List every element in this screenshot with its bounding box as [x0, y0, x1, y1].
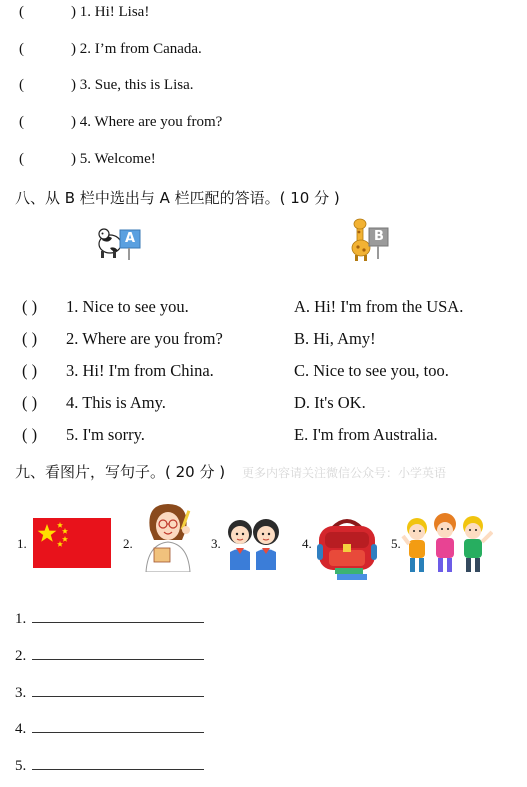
open-paren: (	[19, 151, 24, 167]
match-answer: C. Nice to see you, too.	[294, 361, 449, 380]
picture-number: 1.	[17, 536, 27, 551]
writing-line[interactable]	[15, 718, 204, 738]
writing-line[interactable]	[15, 645, 204, 665]
line-number: 1.	[15, 611, 27, 627]
open-paren: (	[19, 114, 24, 130]
cow-board-a-icon	[96, 222, 146, 262]
board-label: A	[125, 231, 136, 246]
answer-paren: ( )	[22, 361, 38, 380]
picture-number: 4.	[302, 536, 312, 551]
blank-line[interactable]	[32, 755, 204, 770]
question-row	[19, 77, 194, 94]
match-answer: A. Hi! I'm from the USA.	[294, 297, 464, 316]
close-paren: )	[71, 77, 76, 93]
three-children-image	[401, 508, 493, 583]
two-children-image	[222, 514, 286, 577]
answer-paren: ( )	[22, 393, 38, 412]
close-paren: )	[71, 41, 76, 57]
question-text: 3. Sue, this is Lisa.	[79, 77, 194, 93]
question-row	[19, 41, 202, 58]
match-question	[22, 297, 189, 317]
line-number: 3.	[15, 685, 27, 701]
question-text: 1. Hi! Lisa!	[79, 4, 150, 20]
question-text: 5. I'm sorry.	[66, 425, 145, 444]
match-answer: E. I'm from Australia.	[294, 425, 438, 444]
question-text: 4. This is Amy.	[66, 393, 166, 412]
blank-line[interactable]	[32, 608, 204, 623]
answer-paren: ( )	[22, 297, 38, 316]
china-flag-image	[33, 518, 111, 573]
line-number: 4.	[15, 721, 27, 737]
match-question	[22, 329, 223, 349]
match-question	[22, 361, 214, 381]
picture-number: 5.	[391, 536, 401, 551]
picture-number: 3.	[211, 536, 221, 551]
schoolbag-image	[313, 514, 383, 587]
question-text: 3. Hi! I'm from China.	[66, 361, 214, 380]
question-text: 1. Nice to see you.	[66, 297, 189, 316]
writing-line[interactable]	[15, 682, 204, 702]
section-8-title: 八、从 B 栏中选出与 A 栏匹配的答语。( 10 分 )	[15, 189, 340, 207]
question-text: 4. Where are you from?	[79, 114, 223, 130]
question-text: 2. Where are you from?	[66, 329, 223, 348]
close-paren: )	[71, 114, 76, 130]
close-paren: )	[71, 151, 76, 167]
question-row	[19, 151, 156, 168]
open-paren: (	[19, 77, 24, 93]
line-number: 2.	[15, 648, 27, 664]
section-9-title: 九、看图片，写句子。( 20 分 )	[15, 463, 226, 481]
blank-line[interactable]	[32, 718, 204, 733]
open-paren: (	[19, 41, 24, 57]
close-paren: )	[71, 4, 76, 20]
question-text: 5. Welcome!	[79, 151, 156, 167]
blank-line[interactable]	[32, 645, 204, 660]
open-paren: (	[19, 4, 24, 20]
writing-line[interactable]	[15, 755, 204, 775]
match-question	[22, 425, 145, 445]
blank-line[interactable]	[32, 682, 204, 697]
question-row	[19, 114, 222, 131]
board-label: B	[374, 229, 384, 244]
question-text: 2. I’m from Canada.	[79, 41, 202, 57]
match-answer: D. It's OK.	[294, 393, 366, 412]
answer-paren: ( )	[22, 425, 38, 444]
giraffe-board-b-icon	[349, 218, 395, 262]
answer-paren: ( )	[22, 329, 38, 348]
writing-line[interactable]	[15, 608, 204, 628]
line-number: 5.	[15, 758, 27, 774]
match-question	[22, 393, 166, 413]
match-answer: B. Hi, Amy!	[294, 329, 376, 348]
picture-number: 2.	[123, 536, 133, 551]
watermark-text: 更多内容请关注微信公众号：小学英语	[242, 466, 447, 480]
question-row	[19, 4, 149, 21]
teacher-image	[136, 500, 200, 577]
